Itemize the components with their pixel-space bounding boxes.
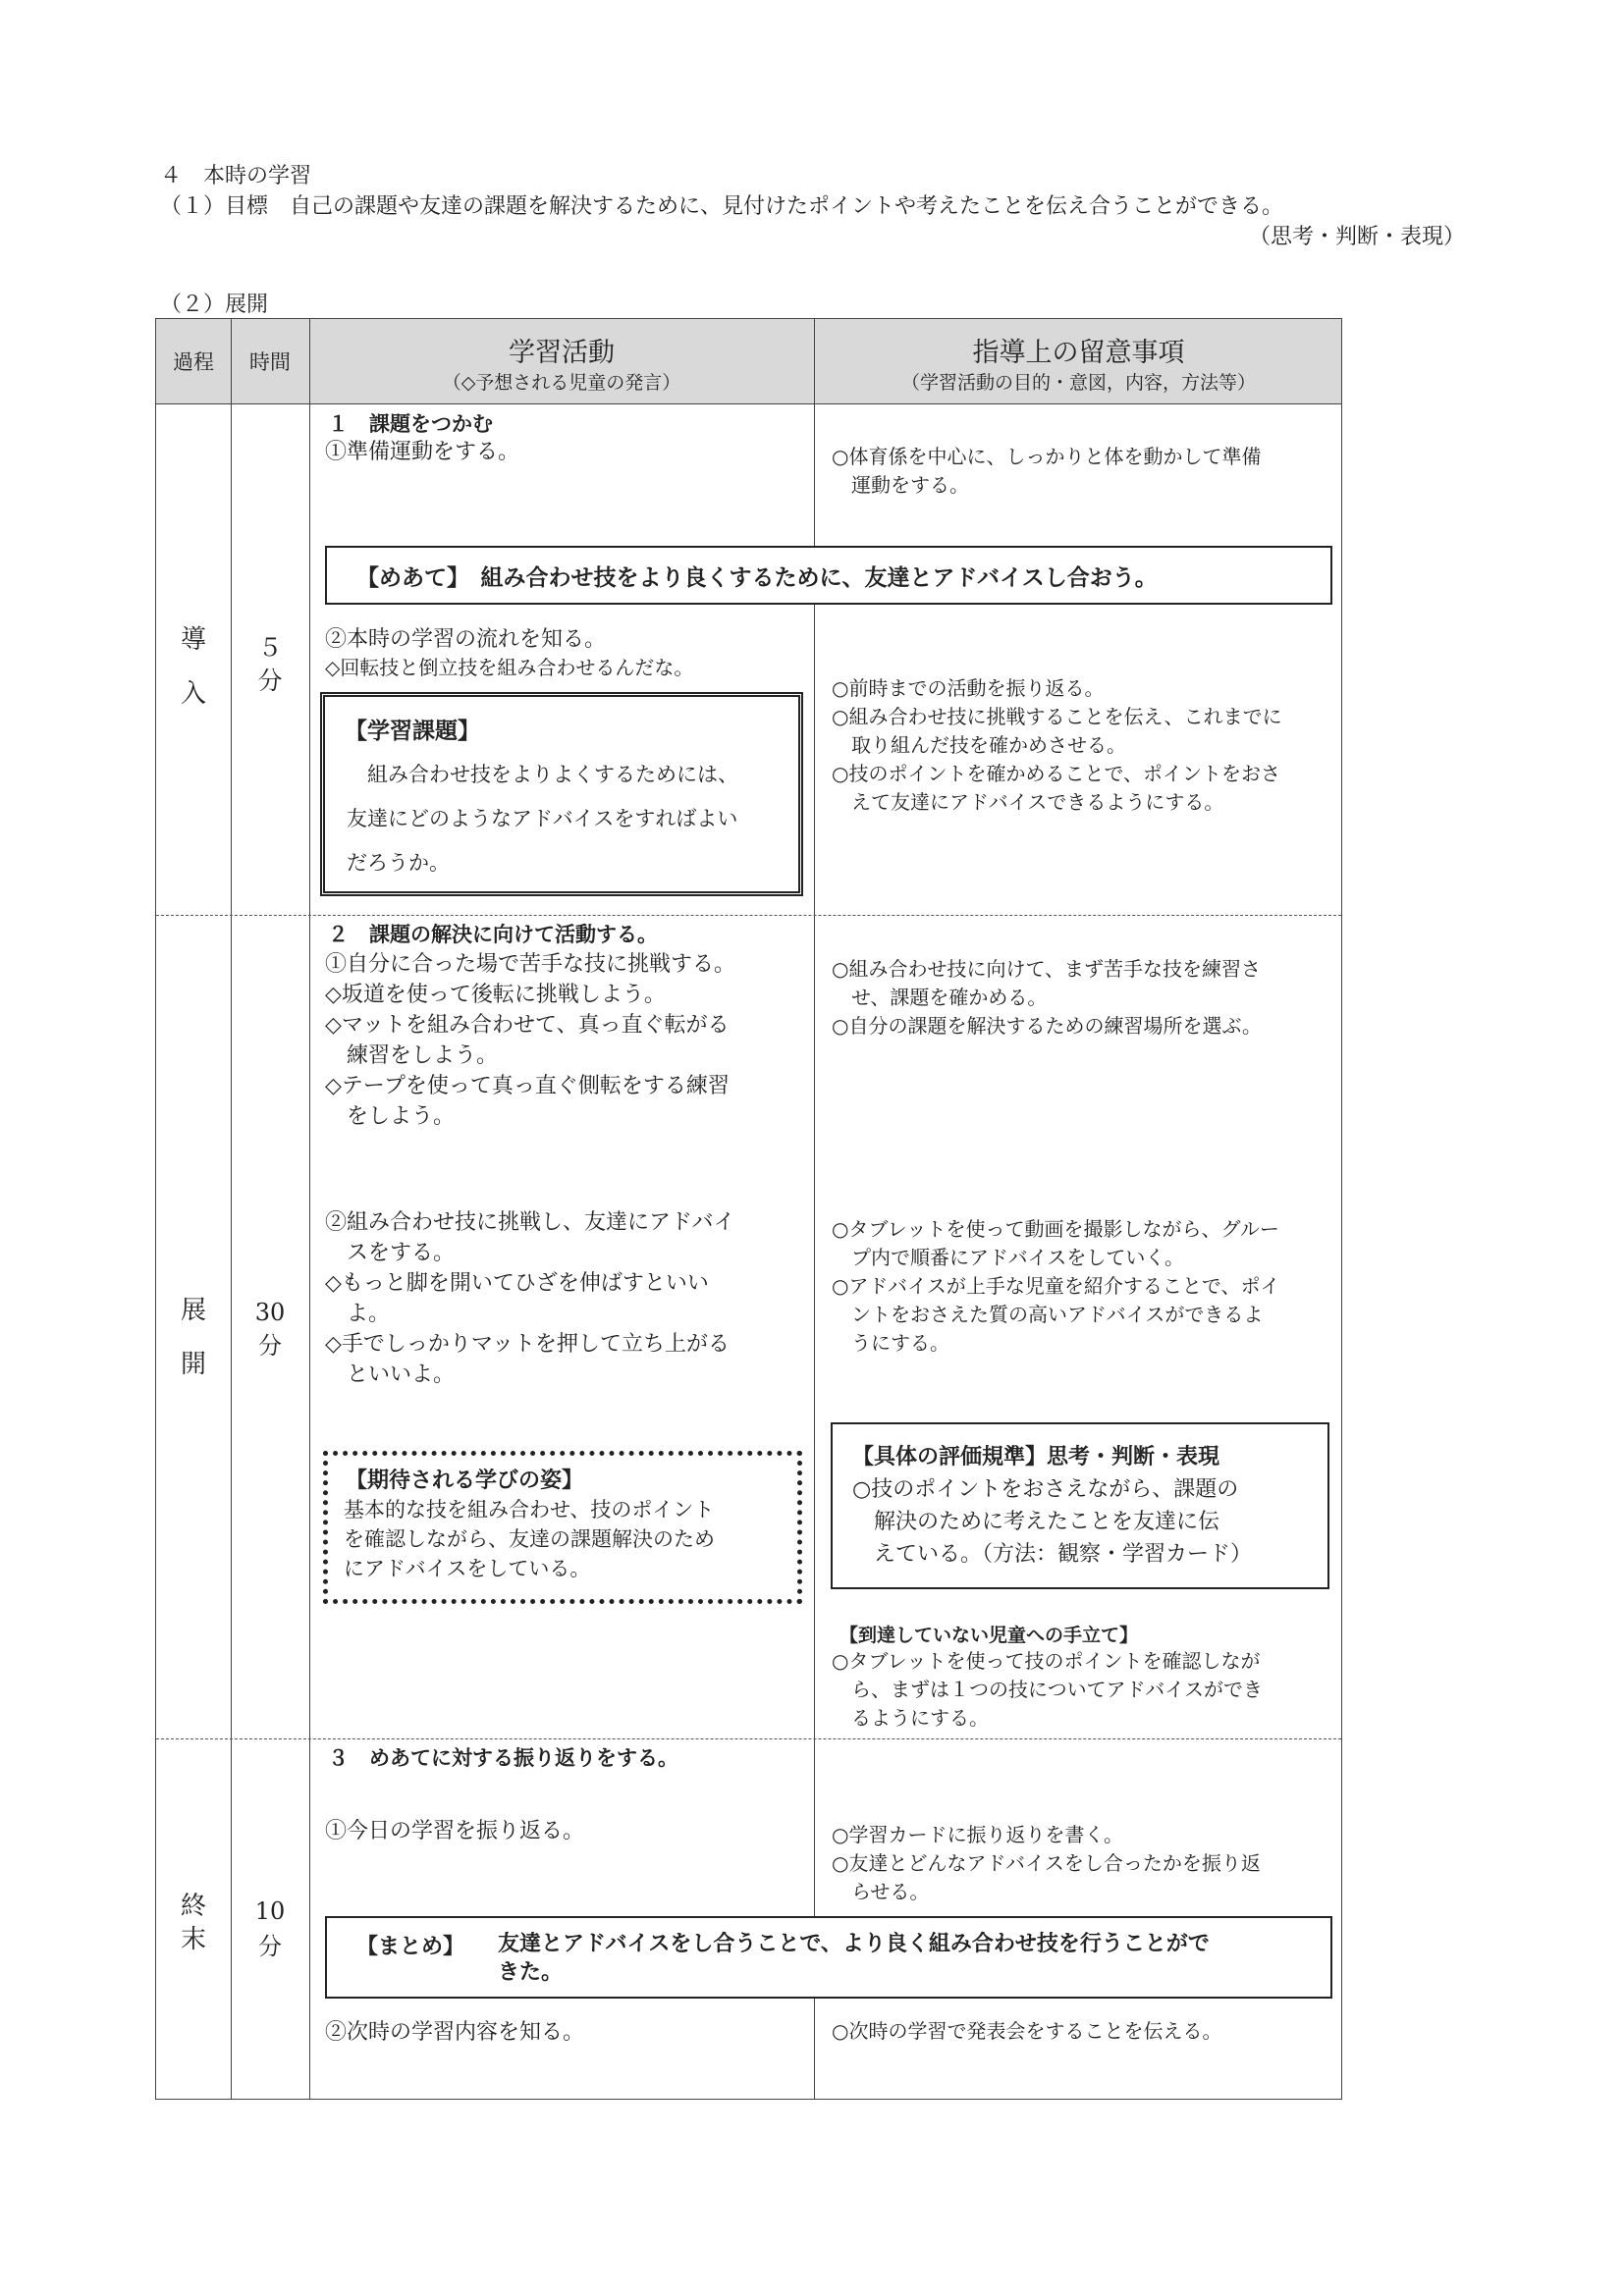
lesson-goal-evaluation: （思考・判断・表現）	[1249, 225, 1466, 249]
meate-text: 【めあて】 組み合わせ技をより良くするために、友達とアドバイスし合おう。	[356, 565, 1158, 591]
header-process: 過程	[173, 350, 214, 374]
section-heading: ４ 本時の学習	[160, 164, 312, 188]
develop-activity-2: ②組み合わせ技に挑戦し、友達にアドバイ スをする。 ◇もっと脚を開いてひざを伸ばすといい よ。 ◇手でしっかりマットを押して立ち上がる といいよ。	[325, 1210, 735, 1387]
develop-activity-1: ①自分に合った場で苦手な技に挑戦する。 ◇坂道を使って後転に挑戦しよう。 ◇マットを組み合わせて、真っ直ぐ転がる 練習をしよう。 ◇テープを使って真っ直ぐ側転をする練習 をしよう。	[325, 952, 736, 1129]
closing-step-title: ３ めあてに対する振り返りをする。	[328, 1746, 678, 1770]
intro-note-1: ○体育係を中心に、しっかりと体を動かして準備 運動をする。	[832, 445, 1262, 497]
lesson-plan-table	[155, 318, 1342, 2100]
time-closing: 10 分	[254, 1897, 286, 1960]
closing-activity-1: ①今日の学習を振り返る。	[325, 1819, 585, 1843]
support-title: 【到達していない児童への手立て】	[839, 1625, 1139, 1646]
develop-note-2: ○タブレットを使って動画を撮影しながら、グルー プ内で順番にアドバイスをしていく。 ○アドバイスが上手な児童を紹介することで、ポイ ントをおさえた質の高いアドバイスができるよ うにする。	[832, 1217, 1280, 1355]
process-develop: 展 開	[180, 1296, 206, 1379]
closing-note-1: ○学習カードに振り返りを書く。 ○友達とどんなアドバイスをし合ったかを振り返 らせる。	[832, 1823, 1261, 1903]
process-intro: 導 入	[180, 625, 206, 709]
intro-activity-2-voice: ◇回転技と倒立技を組み合わせるんだな。	[325, 656, 694, 679]
expected-learning-title: 【期待される学びの姿】	[346, 1468, 584, 1493]
lesson-goal: （１）目標 自己の課題や友達の課題を解決するために、見付けたポイントや考えたことを伝え合うことができる。	[160, 194, 1284, 219]
closing-activity-2: ②次時の学習内容を知る。	[325, 2020, 585, 2045]
develop-step-title: ２ 課題の解決に向けて活動する。	[328, 923, 658, 946]
learning-task-box	[320, 692, 803, 896]
header-guidance: 指導上の留意事項	[972, 338, 1185, 368]
time-intro: ５ 分	[257, 633, 283, 695]
header-guidance-sub: （学習活動の目的・意図，内容，方法等）	[900, 372, 1256, 394]
support-text: ○タブレットを使って技のポイントを確認しなが ら、まずは１つの技についてアドバイスができ るようにする。	[832, 1649, 1263, 1730]
intro-activity-1: ①準備運動をする。	[325, 440, 520, 464]
intro-activity-2: ②本時の学習の流れを知る。	[325, 627, 607, 652]
process-closing: 終 末	[180, 1892, 206, 1954]
time-develop: 30 分	[254, 1299, 286, 1360]
summary-label: 【まとめ】	[356, 1935, 465, 1959]
learning-task-text: 組み合わせ技をよりよくするためには、 友達にどのようなアドバイスをすればよい だろうか。	[347, 763, 738, 875]
summary-text: 友達とアドバイスをし合うことで、より良く組み合わせ技を行うことがで きた。	[498, 1932, 1210, 1985]
summary-box	[325, 1916, 1332, 1999]
development-heading: （２）展開	[160, 293, 269, 317]
closing-note-2: ○次時の学習で発表会をすることを伝える。	[832, 2019, 1222, 2043]
evaluation-criteria-box	[831, 1422, 1329, 1589]
expected-learning-text: 基本的な技を組み合わせ、技のポイント を確認しながら、友達の課題解決のため にアドバイスをしている。	[344, 1498, 715, 1580]
header-activity-sub: （◇予想される児童の発言）	[442, 372, 681, 394]
learning-task-title: 【学習課題】	[345, 719, 480, 744]
header-activity: 学習活動	[509, 338, 615, 368]
evaluation-criteria-text: ○技のポイントをおさえながら、課題の 解決のために考えたことを友達に伝 えている。（方法：観察・学習カード）	[852, 1477, 1253, 1567]
header-time: 時間	[249, 350, 291, 374]
evaluation-criteria-title: 【具体の評価規準】思考・判断・表現	[852, 1445, 1220, 1469]
meate-box	[325, 546, 1332, 605]
intro-note-2: ○前時までの活動を振り返る。 ○組み合わせ技に挑戦することを伝え、これまでに 取り組んだ技を確かめさせる。 ○技のポイントを確かめることで、ポイントをおさ えて友達にアドバイスできるようにする。	[832, 676, 1282, 814]
intro-step-title: １ 課題をつかむ	[328, 412, 493, 436]
develop-note-1: ○組み合わせ技に向けて、まず苦手な技を練習さ せ、課題を確かめる。 ○自分の課題を解決するための練習場所を選ぶ。	[832, 957, 1262, 1038]
expected-learning-box	[323, 1451, 802, 1604]
